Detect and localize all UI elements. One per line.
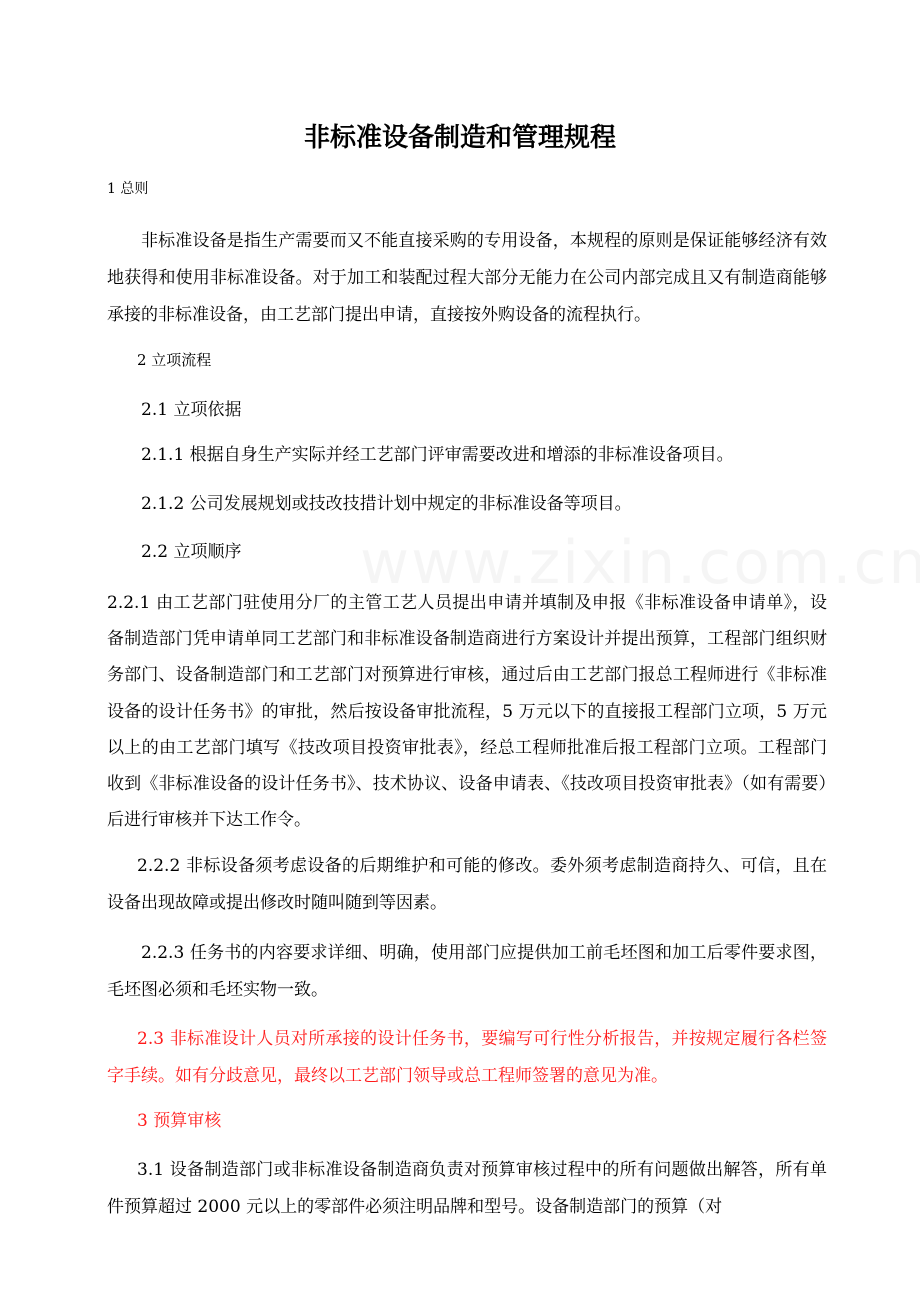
section-2-2-1: 2.2.1 由工艺部门驻使用分厂的主管工艺人员提出申请并填制及申报《非标准设备申请单》，设备制造部门凭申请单同工艺部门和非标准设备制造商进行方案设计并提出预算，工程部门组织财务部门、设备制造部门和工艺部门对预算进行审核，通过后由工艺部门报总工程师进行《非标准设备的设计任务书》的审批，然后按设备审批流程，5 万元以下的直接报工程部门立项，5 万元以上的由工艺部门填写《技改项目投资审批表》，经总工程师批准后报工程部门立项。工程部门收到《非标准设备的设计任务书》、技术协议、设备申请表、《技改项目投资审批表》（如有需要）后进行审核并下达工作令。 bbox=[107, 593, 827, 831]
section-2-heading: 2 立项流程 bbox=[137, 351, 212, 369]
section-2-2-heading: 2.2 立项顺序 bbox=[141, 542, 242, 562]
section-1-paragraph: 非标准设备是指生产需要而又不能直接采购的专用设备，本规程的原则是保证能够经济有效地获得和使用非标准设备。对于加工和装配过程大部分无能力在公司内部完成且又有制造商能够承接的非标准设备，由工艺部门提出申请，直接按外购设备的流程执行。 bbox=[107, 231, 827, 325]
document-title: 非标准设备制造和管理规程 bbox=[303, 123, 616, 153]
section-2-2-2: 2.2.2 非标设备须考虑设备的后期维护和可能的修改。委外须考虑制造商持久、可信，且在设备出现故障或提出修改时随叫随到等因素。 bbox=[107, 856, 827, 913]
section-2-1-heading: 2.1 立项依据 bbox=[141, 400, 242, 420]
section-3-1: 3.1 设备制造部门或非标准设备制造商负责对预算审核过程中的所有问题做出解答，所有单件预算超过 2000 元以上的零部件必须注明品牌和型号。设备制造部门的预算（对 bbox=[107, 1160, 827, 1217]
section-2-1-2: 2.1.2 公司发展规划或技改技措计划中规定的非标准设备等项目。 bbox=[141, 494, 632, 514]
section-2-1-1: 2.1.1 根据自身生产实际并经工艺部门评审需要改进和增添的非标准设备项目。 bbox=[141, 445, 734, 465]
section-2-2-3: 2.2.3 任务书的内容要求详细、明确，使用部门应提供加工前毛坯图和加工后零件要求图，毛坯图必须和毛坯实物一致。 bbox=[107, 943, 827, 1000]
section-1-heading: 1 总则 bbox=[107, 181, 149, 197]
section-2-3-highlighted: 2.3 非标准设计人员对所承接的设计任务书，要编写可行性分析报告，并按规定履行各栏签字手续。如有分歧意见，最终以工艺部门领导或总工程师签署的意见为准。 bbox=[107, 1029, 827, 1086]
section-3-heading: 3 预算审核 bbox=[137, 1111, 222, 1131]
